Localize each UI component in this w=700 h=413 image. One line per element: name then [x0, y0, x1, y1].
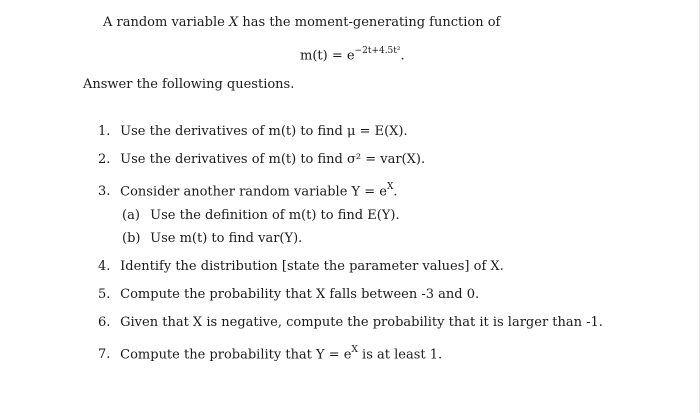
question-item — [98, 180, 398, 200]
question-text-start: Compute the probability that Y = e — [120, 347, 352, 363]
intro-variable: X — [229, 15, 239, 30]
question-number: 1. — [98, 124, 111, 139]
question-text: Given that X is negative, compute the probability that it is larger than -1. — [120, 315, 603, 330]
question-number: 5. — [98, 287, 111, 302]
question-text-end: . — [393, 184, 398, 200]
sub-question-number: (a) — [122, 208, 140, 223]
question-item — [98, 259, 504, 275]
intro-text-start: A random variable — [103, 15, 229, 30]
question-number: 4. — [98, 259, 111, 274]
question-text: Compute the probability that X falls between -3 and 0. — [120, 287, 480, 302]
formula-lhs: m(t) = e — [300, 48, 355, 64]
question-item — [98, 315, 603, 331]
formula-period: . — [400, 48, 405, 64]
question-text: Identify the distribution [state the parameter values] of X. — [120, 259, 504, 274]
mgf-formula — [300, 44, 405, 64]
answer-prompt: Answer the following questions. — [83, 77, 295, 92]
question-text-start: Consider another random variable Y = e — [120, 184, 387, 200]
question-number: 2. — [98, 152, 111, 167]
question-text-end: is at least 1. — [357, 347, 443, 363]
question-item — [98, 124, 408, 140]
question-number: 7. — [98, 347, 111, 363]
sub-question-item — [122, 231, 302, 247]
question-number: 3. — [98, 184, 111, 200]
intro-text-end: has the moment-generating function of — [238, 15, 501, 30]
sub-question-number: (b) — [122, 231, 141, 246]
intro-sentence — [103, 15, 500, 31]
question-text: Use the derivatives of m(t) to find μ = E(X). — [120, 124, 408, 139]
question-superscript: X — [351, 345, 358, 355]
sub-question-item — [122, 208, 400, 224]
question-item — [98, 343, 442, 363]
sub-question-text: Use the definition of m(t) to find E(Y). — [150, 208, 400, 223]
question-number: 6. — [98, 315, 111, 330]
question-superscript: X — [386, 182, 394, 192]
sub-question-text: Use m(t) to find var(Y). — [150, 231, 303, 246]
question-item — [98, 152, 425, 168]
question-item — [98, 287, 479, 303]
formula-exponent: −2t+4.5t² — [354, 46, 401, 56]
question-text: Use the derivatives of m(t) to find σ² = var(X). — [120, 152, 426, 167]
